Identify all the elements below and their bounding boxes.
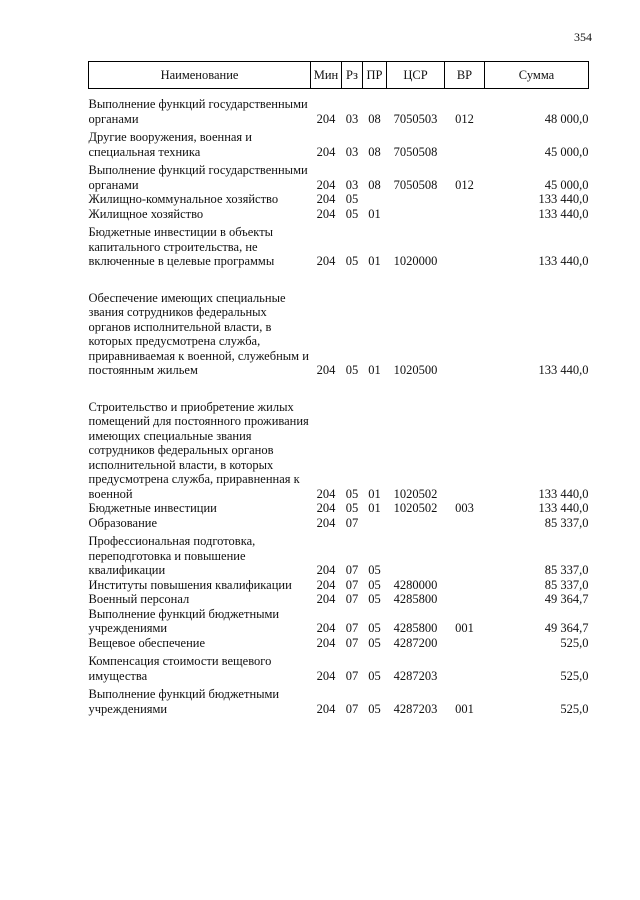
row-name: Жилищно-коммунальное хозяйство: [88, 192, 279, 206]
row-csr: 4287203: [393, 668, 438, 683]
row-sum: 133 440,0: [538, 363, 589, 377]
row-csr: 1020502: [393, 501, 438, 515]
row-pr: 01: [368, 501, 381, 515]
row-name: Институты повышения квалификации: [88, 577, 292, 592]
row-min: 204: [316, 701, 336, 716]
row-min: 204: [316, 563, 336, 577]
row-rz: 05: [345, 192, 359, 206]
table-header: [89, 62, 589, 89]
row-csr: [387, 207, 445, 222]
row-pr: 01: [368, 206, 381, 221]
row-vr: [445, 269, 485, 378]
row-rz: 07: [345, 515, 359, 530]
row-rz: 03: [345, 144, 359, 159]
row-rz: 07: [345, 592, 359, 606]
row-vr: 012: [455, 177, 474, 192]
row-pr: 01: [368, 254, 381, 268]
row-csr: 7050503: [393, 111, 438, 126]
table-row: [89, 501, 589, 516]
row-rz: 07: [345, 563, 359, 577]
row-pr: 08: [368, 111, 381, 126]
row-sum: 49 364,7: [544, 621, 589, 635]
table-row: [89, 530, 589, 578]
table-row: [89, 378, 589, 502]
row-sum: 133 440,0: [538, 254, 589, 268]
row-pr: 05: [368, 621, 381, 635]
row-name: Выполнение функций государственными органами: [88, 163, 308, 192]
row-rz: 07: [345, 635, 359, 650]
table-row: [89, 192, 589, 207]
row-csr: 4287200: [393, 635, 438, 650]
row-min: 204: [316, 621, 336, 635]
row-csr: 1020502: [393, 486, 438, 501]
row-rz: 03: [345, 111, 359, 126]
row-vr: [445, 378, 485, 502]
row-csr: 1020000: [393, 254, 438, 268]
row-sum: 85 337,0: [544, 515, 589, 530]
table-row: [89, 516, 589, 531]
table-row: [89, 578, 589, 593]
row-min: 204: [316, 592, 336, 606]
table-row: [89, 650, 589, 683]
row-csr: 4280000: [393, 577, 438, 592]
row-rz: 05: [345, 501, 359, 515]
row-pr: 05: [368, 577, 381, 592]
table-row: [89, 97, 589, 126]
header-pr: ПР: [363, 62, 387, 89]
budget-table: [88, 61, 589, 716]
row-name: Строительство и приобретение жилых помещений для постоянного проживания имеющих специальные звания сотрудников федеральных органов исполнительной власти, в которых предусмотрена служба, приравненная к военной: [88, 399, 309, 501]
row-pr: 01: [368, 363, 381, 377]
row-min: 204: [316, 144, 336, 159]
header-name: Наименование: [89, 62, 311, 89]
table-row: [89, 221, 589, 269]
row-pr: 05: [368, 563, 381, 577]
row-sum: 45 000,0: [544, 144, 589, 159]
row-vr: [445, 636, 485, 651]
row-sum: 49 364,7: [544, 592, 589, 606]
row-name: Военный персонал: [88, 592, 190, 606]
table-row: [89, 683, 589, 716]
row-pr: 08: [368, 144, 381, 159]
row-csr: 4285800: [393, 621, 438, 635]
table-row: [89, 592, 589, 607]
row-pr: 01: [368, 486, 381, 501]
row-min: 204: [316, 577, 336, 592]
table-row: [89, 207, 589, 222]
row-name: Выполнение функций государственными органами: [88, 97, 308, 126]
row-name: Компенсация стоимости вещевого имущества: [88, 654, 272, 683]
row-min: 204: [316, 363, 336, 377]
row-pr: 05: [368, 668, 381, 683]
row-rz: 07: [345, 577, 359, 592]
row-vr: [445, 516, 485, 531]
row-pr: [363, 516, 387, 531]
row-vr: 001: [455, 701, 474, 716]
row-name: Обеспечение имеющих специальные звания сотрудников федеральных органов исполнительной власти, в которых предусмотрена служба, приравниваемая к военной, служебным и постоянным жильем: [88, 290, 309, 377]
header-vr: ВР: [445, 62, 485, 89]
row-sum: 525,0: [560, 701, 589, 716]
row-csr: [387, 516, 445, 531]
row-pr: 05: [368, 635, 381, 650]
row-csr: 7050508: [393, 144, 438, 159]
row-vr: [445, 592, 485, 607]
row-name: Вещевое обеспечение: [88, 635, 205, 650]
row-sum: 133 440,0: [538, 192, 589, 206]
row-rz: 05: [345, 254, 359, 268]
row-min: 204: [316, 206, 336, 221]
row-min: 204: [316, 668, 336, 683]
row-name: Бюджетные инвестиции в объекты капитального строительства, не включенные в целевые программы: [88, 225, 275, 268]
row-sum: 85 337,0: [544, 577, 589, 592]
row-name: Выполнение функций бюджетными учреждениями: [88, 687, 280, 716]
row-name: Выполнение функций бюджетными учреждениями: [88, 606, 280, 635]
row-csr: 4287203: [393, 701, 438, 716]
row-csr: [387, 192, 445, 207]
row-rz: 07: [345, 621, 359, 635]
row-pr: 05: [368, 701, 381, 716]
row-vr: [445, 126, 485, 159]
row-vr: 012: [455, 111, 474, 126]
row-csr: 1020500: [393, 363, 438, 377]
row-name: Профессиональная подготовка, переподготовка и повышение квалификации: [88, 534, 256, 577]
row-csr: 7050508: [393, 177, 438, 192]
header-min: Мин: [311, 62, 342, 89]
header-rz: Рз: [342, 62, 363, 89]
header-sum: Сумма: [485, 62, 589, 89]
row-sum: 85 337,0: [544, 563, 589, 577]
table-row: [89, 636, 589, 651]
row-rz: 07: [345, 701, 359, 716]
row-csr: [387, 530, 445, 578]
row-pr: [363, 192, 387, 207]
row-sum: 133 440,0: [538, 486, 589, 501]
row-name: Жилищное хозяйство: [88, 206, 204, 221]
row-pr: 08: [368, 177, 381, 192]
row-vr: 001: [455, 621, 474, 635]
row-rz: 07: [345, 668, 359, 683]
table-row: [89, 126, 589, 159]
row-sum: 133 440,0: [538, 206, 589, 221]
page-number: 354: [574, 30, 592, 44]
row-name: Образование: [88, 515, 158, 530]
row-sum: 45 000,0: [544, 177, 589, 192]
row-vr: [445, 650, 485, 683]
row-min: 204: [316, 635, 336, 650]
table-row: [89, 269, 589, 378]
row-rz: 05: [345, 486, 359, 501]
row-min: 204: [316, 177, 336, 192]
row-min: 204: [316, 501, 336, 515]
row-sum: 133 440,0: [538, 501, 589, 515]
row-sum: 48 000,0: [544, 111, 589, 126]
row-min: 204: [316, 192, 336, 206]
row-vr: [445, 207, 485, 222]
row-min: 204: [316, 111, 336, 126]
row-min: 204: [316, 254, 336, 268]
table-row: [89, 159, 589, 192]
row-sum: 525,0: [560, 635, 589, 650]
row-rz: 05: [345, 206, 359, 221]
row-vr: [445, 530, 485, 578]
row-pr: 05: [368, 592, 381, 606]
row-csr: 4285800: [393, 592, 438, 606]
table-row: [89, 607, 589, 636]
row-min: 204: [316, 486, 336, 501]
row-rz: 03: [345, 177, 359, 192]
row-rz: 05: [345, 363, 359, 377]
row-vr: [445, 221, 485, 269]
row-vr: 003: [455, 501, 474, 515]
header-csr: ЦСР: [387, 62, 445, 89]
row-vr: [445, 578, 485, 593]
row-sum: 525,0: [560, 668, 589, 683]
row-vr: [445, 192, 485, 207]
row-min: 204: [316, 515, 336, 530]
row-name: Другие вооружения, военная и специальная техника: [88, 130, 252, 159]
row-name: Бюджетные инвестиции: [88, 501, 217, 515]
